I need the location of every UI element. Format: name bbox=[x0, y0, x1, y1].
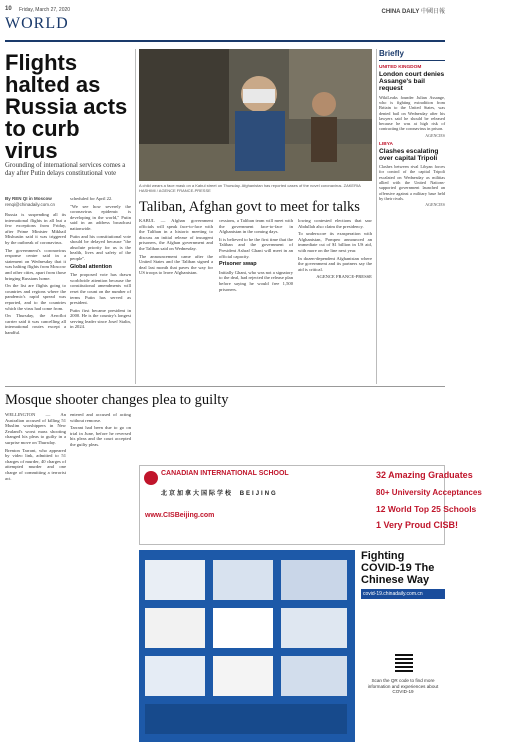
paragraph: "We see how severely the coronavirus epidemic is developing in the world," Putin said in an address broadcast nationwide. bbox=[70, 203, 131, 231]
brief-headline: Clashes escalating over capital Tripoli bbox=[379, 147, 439, 162]
news-photo bbox=[139, 49, 372, 181]
qr-code-icon[interactable] bbox=[395, 654, 413, 672]
lead-headline: Flights halted as Russia acts to curb virus bbox=[5, 50, 128, 163]
mosque-column-2 bbox=[70, 412, 131, 742]
masthead bbox=[382, 6, 445, 15]
maple-leaf-icon bbox=[144, 471, 158, 485]
briefly-column bbox=[379, 49, 445, 207]
paragraph: On Thursday, the Aeroflot carrier said it was cancelling all international routes except a handful. bbox=[5, 313, 66, 335]
paragraph: cessions, a Taliban team will meet with the government face-to-face in Afghanistan in the coming days. bbox=[219, 218, 293, 235]
paragraph: The proposed vote has drawn worldwide attention because the constitutional amendments will reset the count on the number of terms Putin has served as president. bbox=[70, 272, 131, 306]
paragraph: It is believed to be the first time that the Taliban and the government of President Ashraf Ghani will meet in an official capacity. bbox=[219, 236, 293, 259]
lead-column-1 bbox=[5, 212, 66, 382]
covid-ad-image bbox=[139, 550, 355, 742]
ad-school-name: CANADIAN INTERNATIONAL SCHOOL bbox=[161, 470, 289, 477]
column-divider bbox=[376, 49, 377, 384]
taliban-column-1 bbox=[139, 218, 213, 384]
ad-stat: 1 Very Proud CISB! bbox=[376, 520, 459, 530]
ad-chinese-text: 北京加拿大国际学校 bbox=[161, 491, 234, 497]
page-header bbox=[5, 4, 445, 16]
taliban-column-2 bbox=[219, 218, 293, 384]
subheading: Prisoner swap bbox=[219, 261, 257, 268]
taliban-column-3 bbox=[298, 218, 372, 384]
subheading: Global attention bbox=[70, 263, 112, 270]
paragraph: scheduled for April 22. bbox=[70, 196, 113, 201]
covid-ad-link[interactable]: covid-19.chinadaily.com.cn bbox=[361, 589, 445, 599]
section-title: WORLD bbox=[5, 15, 69, 32]
paragraph: lowing contested elections that saw Abdullah also claim the presidency. bbox=[298, 218, 372, 229]
photo-illustration bbox=[139, 49, 372, 181]
paragraph: Brenton Tarrant, who appeared by video link, admitted to 51 charges of murder, 40 charges of attempted murder and one charge of committing a terrorist act. bbox=[5, 447, 66, 481]
byline-name: By REN QI in Moscow bbox=[5, 196, 52, 201]
brief-country: UNITED KINGDOM bbox=[379, 65, 422, 70]
paragraph: The government's coronavirus response centre said in a statement on Wednesday that it was halting flights from Moscow and other cities, apart from those bringing Russians home. bbox=[5, 247, 66, 281]
paragraph: WELLINGTON — An Australian accused of killing 51 Muslim worshippers in New Zealand's worst mass shooting changed his pleas to guilty in a surprise move on Thursday. bbox=[5, 412, 66, 445]
ad-school-name-chinese bbox=[161, 488, 278, 497]
brief-agency: AGENCIES bbox=[425, 132, 445, 138]
agency-credit: AGENCE FRANCE-PRESSE bbox=[316, 274, 372, 280]
paragraph: On the list are flights going to countries and regions where the pandemic's rapid spread was reported, and to the countries which the virus had come from. bbox=[5, 283, 66, 311]
mosque-headline: Mosque shooter changes plea to guilty bbox=[5, 392, 229, 408]
paragraph: Initially Ghani, who was not a signatory to the deal, had rejected the release plan before saying he would free 1,500 prisoners. bbox=[219, 269, 293, 292]
covid-ad-title: Fighting COVID-19 The Chinese Way bbox=[361, 550, 435, 586]
paragraph: Putin first became president in 2000. He is the country's longest serving leader since Josef Stalin, in 2024. bbox=[70, 307, 131, 330]
covid-ad-scan-text: Scan the QR code to find more information and experiences about COVID-19 bbox=[367, 678, 439, 695]
masthead-name: CHINA DAILY bbox=[381, 9, 420, 15]
mosque-column-1 bbox=[5, 412, 66, 742]
ad-stat: 32 Amazing Graduates bbox=[376, 470, 473, 480]
paragraph: entered and accused of acting without remorse. bbox=[70, 412, 131, 423]
taliban-headline: Taliban, Afghan govt to meet for talks bbox=[139, 199, 360, 215]
lead-column-2 bbox=[70, 196, 131, 382]
masthead-chinese: 中國日報 bbox=[420, 9, 445, 15]
brief-text: Clashes between rival Libyan forces for control of the capital Tripoli escalated on Wednesday as militias allied with the United Nations-supported government launched an offensive against a military base held by their rivals. bbox=[379, 164, 445, 201]
paragraph: The announcement came after the United States and the Taliban signed a deal last month that paves the way for US troops to leave Afghanistan. bbox=[139, 253, 213, 276]
ad-stat: 80+ University Acceptances bbox=[376, 488, 482, 497]
brief-country: LIBYA bbox=[379, 141, 393, 147]
covid-ad-illustration bbox=[139, 550, 355, 742]
ad-school-url[interactable]: www.CISBeijing.com bbox=[145, 512, 215, 519]
column-divider bbox=[135, 49, 136, 384]
school-advertisement bbox=[139, 465, 482, 545]
covid-advertisement bbox=[139, 550, 445, 742]
brief-agency: AGENCIES bbox=[425, 202, 445, 208]
briefly-title: Briefly bbox=[379, 49, 445, 61]
photo-caption: A child wears a face mask on a Kabul street on Thursday. Afghanistan has reported cases of the novel coronavirus. ZAKERIA HASHIMI / AGENCE FRANCE-PRESSE bbox=[139, 183, 361, 193]
paragraph: Tarrant had been due to go on trial in June, before he reversed his pleas and the court accepted the guilty pleas. bbox=[70, 425, 131, 447]
ad-city: BEIJING bbox=[239, 491, 278, 497]
section-rule bbox=[5, 40, 445, 42]
paragraph: To underscore its exasperation with Afghanistan, Pompeo announced an immediate cut of $1 billion in US aid, with more on the line next year. bbox=[298, 231, 372, 253]
section-divider bbox=[5, 386, 445, 387]
brief-text: WikiLeaks founder Julian Assange, who is fighting extradition from Britain to the United States, was denied bail on Wednesday after his lawyers said he should be released because he was at high risk of contracting the coronavirus in prison. bbox=[379, 94, 445, 132]
issue-date: Friday, March 27, 2020 bbox=[19, 7, 71, 13]
byline-email: renqi@chinadaily.com.cn bbox=[5, 201, 56, 207]
paragraph: Putin and his constitutional vote should be delayed because "the absolute priority for us is the health, lives and safety of the people". bbox=[70, 233, 131, 261]
lead-dek: Grounding of international services comes a day after Putin delays constitutional vote bbox=[5, 162, 126, 177]
brief-headline: London court denies Assange's bail request bbox=[379, 71, 445, 93]
paragraph: In dozen-dependent Afghanistan where the government and its partners say the aid is critical. bbox=[298, 255, 372, 272]
paragraph: Russia is suspending all its international flights in all but a few exceptions from Friday, after Prime Minister Mikhail Mishustin said it was triggered by the outbreak of coronavirus. bbox=[5, 212, 66, 245]
ad-stat: 12 World Top 25 Schools bbox=[376, 504, 477, 514]
paragraph: KABUL — Afghan government officials will speak face-to-face with the Taliban in a historic meeting to discuss an initial release of insurgent prisoners, the Afghan government and the Taliban said on Wednesday. bbox=[139, 218, 213, 251]
covid-ad-panel bbox=[361, 550, 445, 742]
page-number: 10 bbox=[5, 6, 12, 12]
